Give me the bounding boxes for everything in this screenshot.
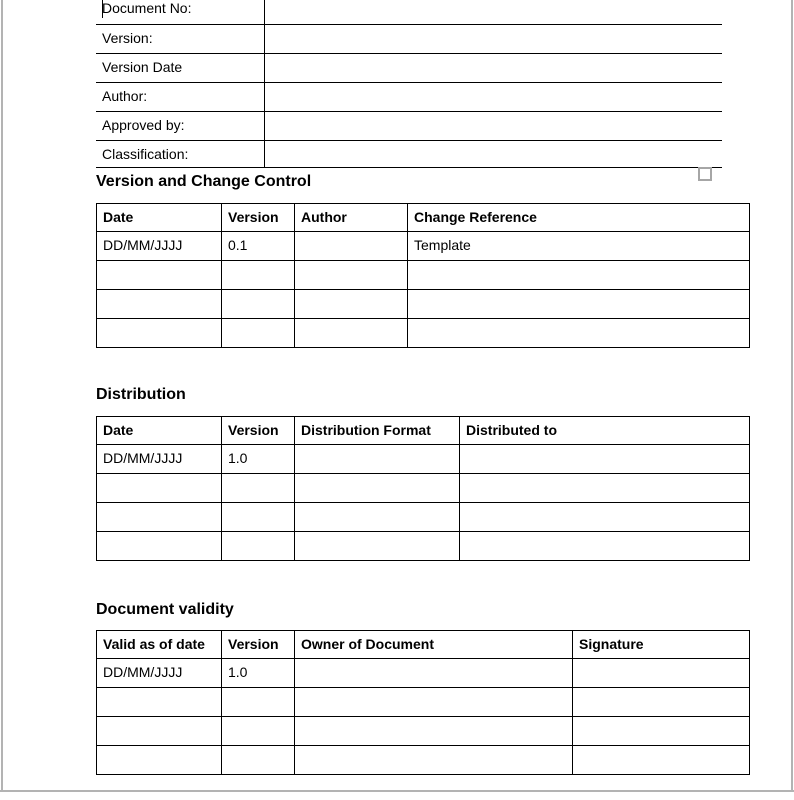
info-row xyxy=(96,24,722,53)
page-edge-bottom xyxy=(0,790,794,792)
table-row xyxy=(97,290,750,319)
table-cell[interactable] xyxy=(222,474,295,503)
table-cell[interactable]: 1.0 xyxy=(222,659,295,688)
table-cell[interactable] xyxy=(408,290,750,319)
table-cell[interactable] xyxy=(573,659,750,688)
table-cell[interactable] xyxy=(97,290,222,319)
info-value-cell[interactable] xyxy=(265,140,723,167)
table-cell[interactable] xyxy=(97,688,222,717)
table-cell[interactable] xyxy=(295,746,573,775)
column-header: Distribution Format xyxy=(295,417,460,445)
info-value-cell[interactable] xyxy=(265,82,723,111)
info-row xyxy=(96,140,722,167)
document-validity-table xyxy=(96,630,750,775)
info-label-cell[interactable]: Version: xyxy=(96,24,265,53)
info-row xyxy=(96,82,722,111)
info-value-cell[interactable] xyxy=(265,111,723,140)
column-header: Signature xyxy=(573,631,750,659)
table-cell[interactable] xyxy=(295,290,408,319)
table-row xyxy=(97,445,750,474)
table-cell[interactable]: 1.0 xyxy=(222,445,295,474)
table-row xyxy=(97,232,750,261)
table-cell[interactable] xyxy=(222,290,295,319)
info-value-cell[interactable] xyxy=(265,0,723,24)
column-header: Version xyxy=(222,204,295,232)
page-edge-left xyxy=(1,0,3,790)
table-cell[interactable] xyxy=(222,717,295,746)
info-label-cell[interactable]: Document No: xyxy=(96,0,265,24)
table-cell[interactable] xyxy=(573,688,750,717)
table-cell[interactable] xyxy=(97,717,222,746)
column-header: Author xyxy=(295,204,408,232)
column-header: Version xyxy=(222,631,295,659)
table-cell[interactable] xyxy=(295,474,460,503)
table-row xyxy=(97,474,750,503)
table-cell[interactable] xyxy=(295,232,408,261)
table-cell[interactable]: DD/MM/JJJJ xyxy=(97,232,222,261)
page-edge-right xyxy=(791,0,793,790)
table-row xyxy=(97,532,750,561)
column-header: Valid as of date xyxy=(97,631,222,659)
document-info-table xyxy=(96,0,722,168)
table-cell[interactable]: DD/MM/JJJJ xyxy=(97,445,222,474)
info-value-cell[interactable] xyxy=(265,24,723,53)
column-header: Date xyxy=(97,417,222,445)
column-header: Distributed to xyxy=(460,417,750,445)
table-cell[interactable] xyxy=(97,532,222,561)
table-cell[interactable] xyxy=(460,503,750,532)
table-cell[interactable] xyxy=(295,688,573,717)
table-cell[interactable] xyxy=(460,532,750,561)
column-header: Change Reference xyxy=(408,204,750,232)
info-row xyxy=(96,111,722,140)
table-cell[interactable] xyxy=(408,319,750,348)
table-cell[interactable] xyxy=(97,319,222,348)
section-heading-document-validity: Document validity xyxy=(96,601,234,618)
table-cell[interactable] xyxy=(222,319,295,348)
table-row xyxy=(97,717,750,746)
table-cell[interactable] xyxy=(295,659,573,688)
table-cell[interactable] xyxy=(573,746,750,775)
info-row xyxy=(96,53,722,82)
table-cell[interactable] xyxy=(97,503,222,532)
table-cell[interactable] xyxy=(408,261,750,290)
table-cell[interactable] xyxy=(295,319,408,348)
table-row xyxy=(97,261,750,290)
table-row xyxy=(97,746,750,775)
section-heading-distribution: Distribution xyxy=(96,386,186,403)
info-label-cell[interactable]: Classification: xyxy=(96,140,265,167)
table-header-row xyxy=(97,204,750,232)
info-row xyxy=(96,0,722,24)
table-cell[interactable] xyxy=(97,474,222,503)
table-resize-handle-icon[interactable] xyxy=(698,167,712,181)
table-cell[interactable] xyxy=(222,746,295,775)
table-header-row xyxy=(97,631,750,659)
table-cell[interactable] xyxy=(295,503,460,532)
info-label-cell[interactable]: Approved by: xyxy=(96,111,265,140)
table-row xyxy=(97,319,750,348)
table-row xyxy=(97,688,750,717)
table-cell[interactable] xyxy=(295,532,460,561)
table-cell[interactable]: 0.1 xyxy=(222,232,295,261)
table-cell[interactable] xyxy=(97,261,222,290)
column-header: Date xyxy=(97,204,222,232)
info-label-cell[interactable]: Author: xyxy=(96,82,265,111)
section-heading-version-control: Version and Change Control xyxy=(96,173,312,190)
table-cell[interactable] xyxy=(460,474,750,503)
table-cell[interactable] xyxy=(222,503,295,532)
info-value-cell[interactable] xyxy=(265,53,723,82)
table-row xyxy=(97,503,750,532)
column-header: Version xyxy=(222,417,295,445)
version-control-table xyxy=(96,203,750,348)
table-cell[interactable] xyxy=(573,717,750,746)
distribution-table xyxy=(96,416,750,561)
column-header: Owner of Document xyxy=(295,631,573,659)
table-cell[interactable] xyxy=(97,746,222,775)
table-cell[interactable] xyxy=(295,717,573,746)
info-label-cell[interactable]: Version Date xyxy=(96,53,265,82)
table-cell[interactable] xyxy=(460,445,750,474)
table-row xyxy=(97,659,750,688)
table-cell[interactable] xyxy=(295,261,408,290)
table-cell[interactable] xyxy=(222,532,295,561)
table-cell[interactable] xyxy=(222,261,295,290)
table-cell[interactable]: DD/MM/JJJJ xyxy=(97,659,222,688)
table-cell[interactable]: Template xyxy=(408,232,750,261)
table-header-row xyxy=(97,417,750,445)
table-cell[interactable] xyxy=(222,688,295,717)
table-cell[interactable] xyxy=(295,445,460,474)
